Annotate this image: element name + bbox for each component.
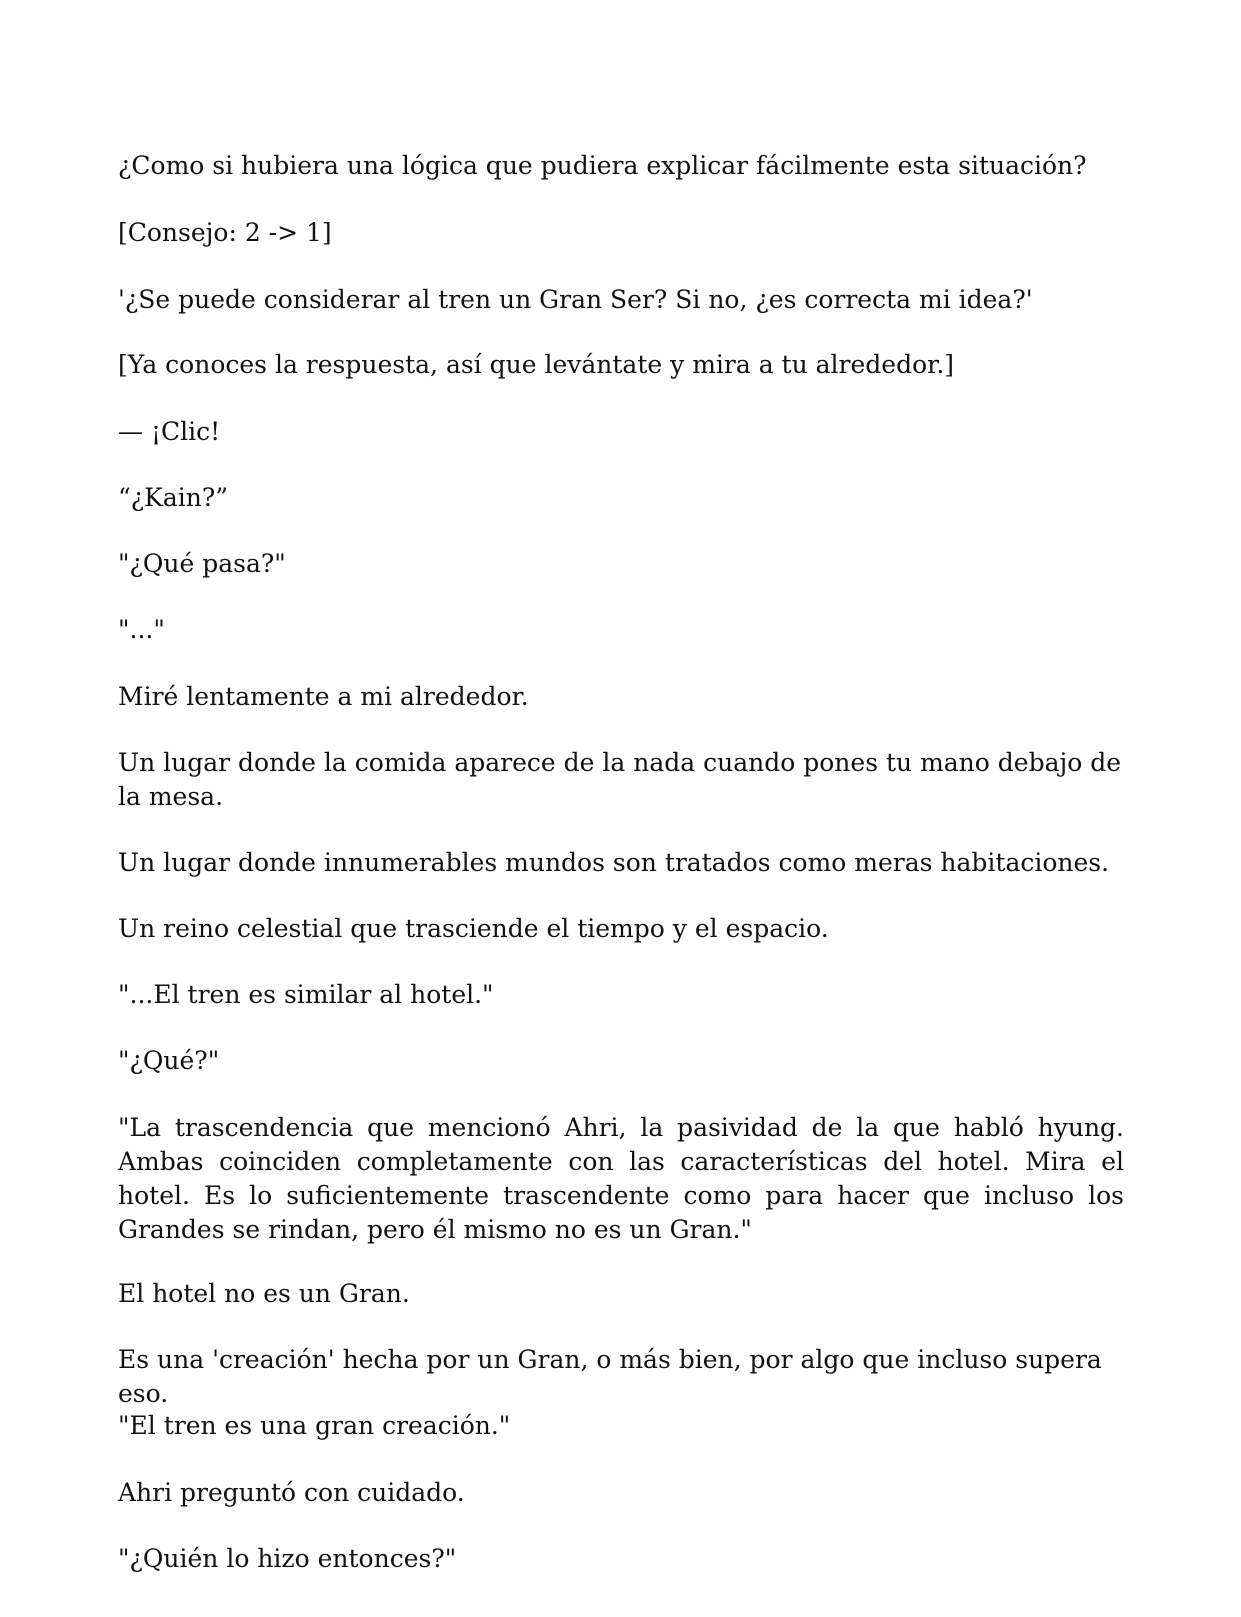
paragraph-10: Un lugar donde la comida aparece de la nada cuando pones tu mano debajo de la mesa. (118, 748, 1122, 811)
paragraph-5: — ¡Clic! (118, 417, 221, 446)
paragraph-2: [Consejo: 2 -> 1] (118, 218, 332, 247)
paragraph-20: "¿Quién lo hizo entonces?" (118, 1544, 457, 1573)
paragraph-18: "El tren es una gran creación." (118, 1411, 511, 1440)
paragraph-8: "..." (118, 615, 165, 644)
paragraph-19: Ahri preguntó con cuidado. (118, 1478, 465, 1507)
paragraph-12: Un reino celestial que trasciende el tiempo y el espacio. (118, 914, 829, 943)
paragraph-4: [Ya conoces la respuesta, así que levántate y mira a tu alrededor.] (118, 350, 955, 379)
paragraph-17: Es una 'creación' hecha por un Gran, o más bien, por algo que incluso supera eso. (118, 1345, 1102, 1408)
paragraph-13: "...El tren es similar al hotel." (118, 980, 494, 1009)
paragraph-7: "¿Qué pasa?" (118, 549, 286, 578)
paragraph-1: ¿Como si hubiera una lógica que pudiera explicar fácilmente esta situación? (118, 151, 1087, 180)
paragraph-15: "La trascendencia que mencionó Ahri, la pasividad de la que habló hyung. Ambas coinciden completamente con las características del hotel. Mira el hotel. Es lo suficientemente trascendente como para hacer que incluso los Grandes se rindan, pero él mismo no es un Gran." (118, 1113, 1124, 1244)
paragraph-11: Un lugar donde innumerables mundos son tratados como meras habitaciones. (118, 848, 1110, 877)
paragraph-16: El hotel no es un Gran. (118, 1279, 410, 1308)
paragraph-9: Miré lentamente a mi alrededor. (118, 682, 529, 711)
paragraph-6: “¿Kain?” (118, 483, 229, 512)
paragraph-14: "¿Qué?" (118, 1046, 220, 1075)
paragraph-3: '¿Se puede considerar al tren un Gran Ser? Si no, ¿es correcta mi idea?' (118, 285, 1033, 314)
